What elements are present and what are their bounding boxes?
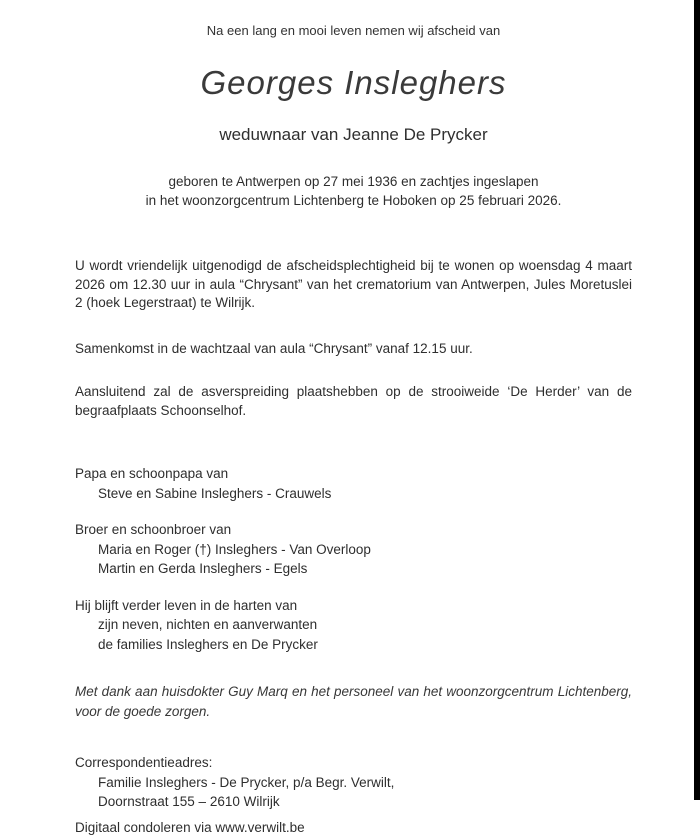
digital-condolence-line: Digitaal condoleren via www.verwilt.be [75, 819, 632, 837]
birth-death-block [75, 172, 632, 210]
correspondence-line: Doornstraat 155 – 2610 Wilrijk [98, 792, 632, 812]
announcement-content [75, 0, 632, 800]
family-section-memory [75, 596, 632, 655]
family-member-line: Maria en Roger (†) Insleghers - Van Overloop [98, 540, 632, 560]
thanks-paragraph: Met dank aan huisdokter Guy Marq en het personeel van het woonzorgcentrum Lichtenberg, voor de goede zorgen. [75, 682, 632, 722]
deceased-name: Georges Insleghers [75, 63, 632, 103]
family-section-broer [75, 520, 632, 579]
intro-line: Na een lang en mooi leven nemen wij afscheid van [75, 22, 632, 41]
family-member-line: de families Insleghers en De Prycker [98, 635, 632, 655]
gathering-line: Samenkomst in de wachtzaal van aula “Chrysant” vanaf 12.15 uur. [75, 340, 632, 359]
death-line: in het woonzorgcentrum Lichtenberg te Hoboken op 25 februari 2026. [75, 191, 632, 210]
family-section-heading: Papa en schoonpapa van [75, 464, 632, 484]
family-section-heading: Broer en schoonbroer van [75, 520, 632, 540]
correspondence-heading: Correspondentieadres: [75, 753, 632, 773]
family-member-line: Steve en Sabine Insleghers - Crauwels [98, 484, 632, 504]
relationship-line: weduwnaar van Jeanne De Prycker [75, 126, 632, 145]
family-member-line: Martin en Gerda Insleghers - Egels [98, 559, 632, 579]
scan-edge-artifact [694, 0, 700, 800]
family-section-papa [75, 464, 632, 503]
family-section-heading: Hij blijft verder leven in de harten van [75, 596, 632, 616]
family-member-line: zijn neven, nichten en aanverwanten [98, 615, 632, 635]
ash-scattering-paragraph: Aansluitend zal de asverspreiding plaatshebben op de strooiweide ‘De Herder’ van de begraafplaats Schoonselhof. [75, 383, 632, 420]
invitation-paragraph: U wordt vriendelijk uitgenodigd de afscheidsplechtigheid bij te wonen op woensdag 4 maart 2026 om 12.30 uur in aula “Chrysant” van het crematorium van Antwerpen, Jules Moretuslei 2 (hoek Legerstraat) te Wilrijk. [75, 257, 632, 313]
birth-line: geboren te Antwerpen op 27 mei 1936 en zachtjes ingeslapen [75, 172, 632, 191]
correspondence-block [75, 753, 632, 812]
correspondence-line: Familie Insleghers - De Prycker, p/a Begr. Verwilt, [98, 773, 632, 793]
